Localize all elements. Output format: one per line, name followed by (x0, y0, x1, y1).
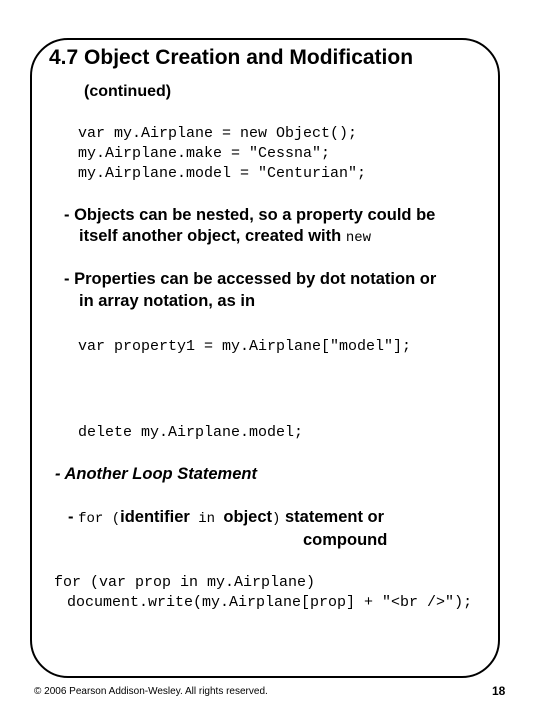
loop-syntax (68, 508, 384, 527)
slide-subtitle: (continued) (84, 83, 172, 100)
bullet-access-line2: in array notation, as in (79, 292, 256, 310)
copyright-footer: © 2006 Pearson Addison-Wesley. All rights reserved. (34, 686, 268, 697)
close-paren: ) (272, 511, 281, 527)
code-line-2: my.Airplane.make = "Cessna"; (78, 145, 331, 162)
bullet-nested-line2 (79, 227, 371, 246)
loop-compound: compound (303, 531, 388, 549)
keyword-in: in (189, 511, 224, 527)
bullet-nested-line1: - Objects can be nested, so a property could be (64, 206, 436, 224)
loop-statement: statement or (280, 508, 385, 526)
bullet-access-line1: - Properties can be accessed by dot notation or (64, 270, 437, 288)
code-delete: delete my.Airplane.model; (78, 424, 304, 441)
code-property: var property1 = my.Airplane["model"]; (78, 338, 412, 355)
keyword-for: for (78, 511, 104, 527)
code-line-3: my.Airplane.model = "Centurian"; (78, 165, 367, 182)
code-line-1: var my.Airplane = new Object(); (78, 125, 358, 142)
loop-heading: - Another Loop Statement (55, 465, 257, 483)
loop-identifier: identifier (120, 508, 190, 526)
loop-dash: - (68, 508, 79, 526)
loop-object: object (223, 508, 273, 526)
page-number: 18 (492, 684, 506, 698)
open-paren: ( (103, 511, 121, 527)
bullet-nested-text: itself another object, created with (79, 227, 346, 245)
keyword-new: new (345, 230, 372, 246)
slide-title: 4.7 Object Creation and Modification (49, 46, 414, 69)
code-loop-line-2: document.write(my.Airplane[prop] + "<br />"); (67, 594, 473, 611)
code-loop-line-1: for (var prop in my.Airplane) (54, 574, 316, 591)
